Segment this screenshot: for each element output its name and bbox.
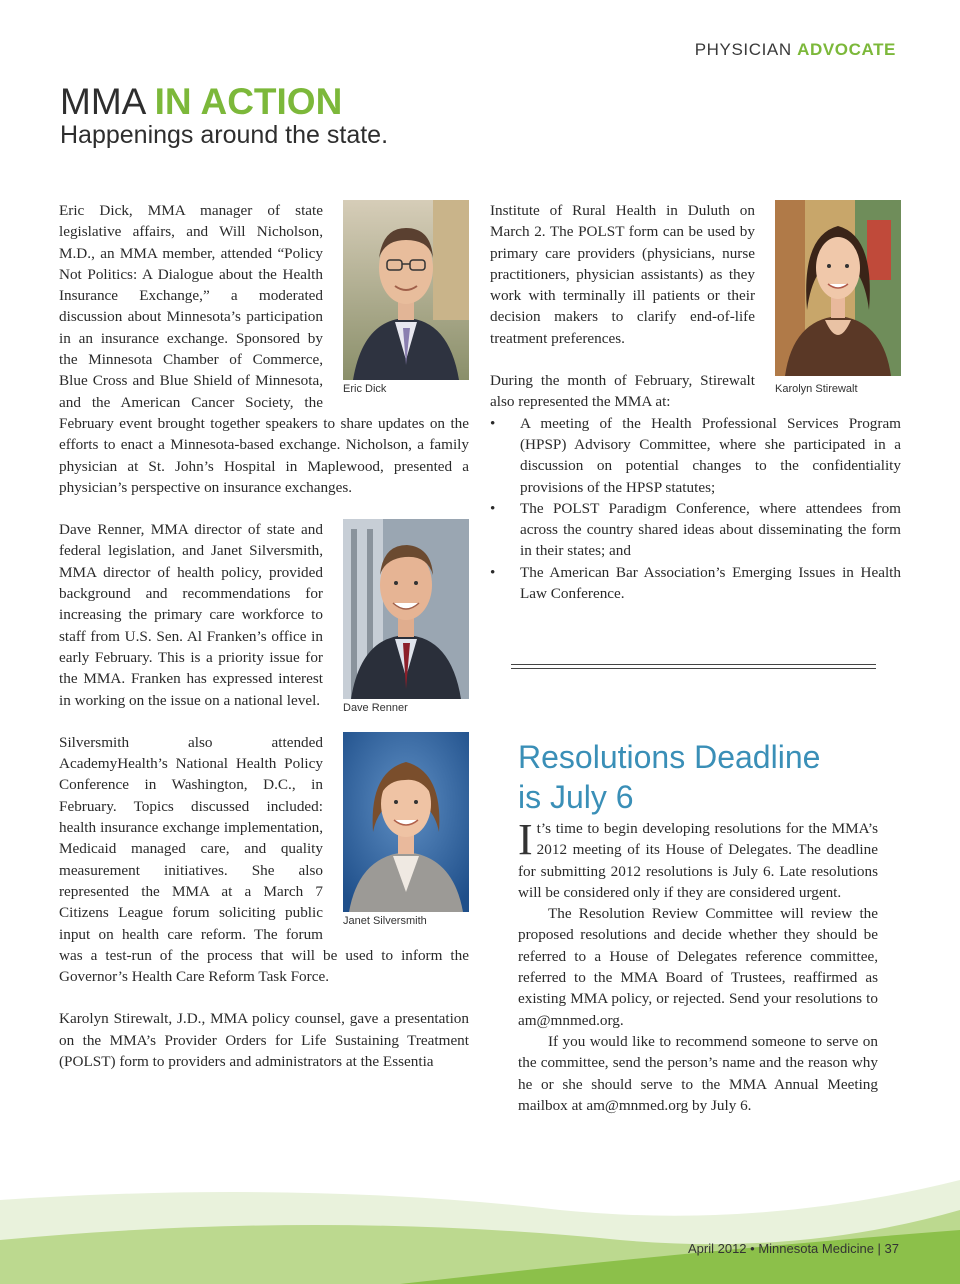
- section-label-accent: ADVOCATE: [797, 40, 896, 59]
- section-header: [695, 40, 896, 60]
- paragraph: During the month of February, Stirewalt also represented the MMA at:: [490, 372, 755, 411]
- photo-eric-dick: [343, 200, 469, 396]
- portrait-image: [343, 732, 469, 912]
- paragraph: Karolyn Stirewalt, J.D., MMA policy counsel, gave a presentation on the MMA’s Provider Orders for Life Sustaining Treatment (POLST) form to providers and administrators at the Essentia: [59, 1010, 469, 1070]
- photo-caption: Eric Dick: [343, 383, 387, 395]
- bullet-list: [490, 413, 901, 605]
- page-footer: April 2012 • Minnesota Medicine | 37: [688, 1241, 899, 1256]
- portrait-image: [775, 200, 901, 376]
- photo-janet-silversmith: [343, 732, 469, 928]
- photo-caption: Dave Renner: [343, 702, 408, 715]
- paragraph: Dave Renner, MMA director of state and federal legislation, and Janet Silversmith, MMA director of health policy, provided background and recommendations for increasing the primary care workforce to staff from U.S. Sen. Al Franken’s office in early February. This is a priority issue for the MMA. Franken has expressed interest in working on the issue on a national level.: [59, 521, 323, 709]
- resolutions-heading-line1: Resolutions Deadline: [518, 739, 821, 775]
- portrait-image: [343, 200, 469, 380]
- page-subtitle: Happenings around the state.: [60, 121, 389, 149]
- photo-dave-renner: [343, 519, 469, 715]
- list-item: • The POLST Paradigm Conference, where attendees from across the country shared ideas about disseminating the form in their states; and: [490, 498, 901, 562]
- photo-caption: Karolyn Stirewalt: [775, 383, 858, 395]
- paragraph: If you would like to recommend someone to serve on the committee, send the person’s name and the reason why he or she should serve to the MMA Annual Meeting mailbox at am@mnmed.org by July 6.: [518, 1032, 878, 1114]
- paragraph: Eric Dick, MMA manager of state legislative affairs, and Will Nicholson, M.D., an MMA member, attended “Policy Not Politics: A Dialogue about the Health Insurance Exchange,” a moderated discussion about Minnesota’s participation in an insurance exchange. Sponsored by the Minnesota Chamber of Commerce, Blue Cross and Blue Shield of Minnesota, and the American Cancer Society, the February event brought together speakers to share updates on the efforts to enact a Minnesota-based exchange. Nicholson, a family physician at St. John’s Hospital in Maplewood, presented a physician’s perspective on insurance exchanges.: [59, 202, 469, 496]
- paragraph: t’s time to begin developing resolutions for the MMA’s 2012 meeting of its House of Delegates. The deadline for submitting 2012 resolutions is July 6. Late resolutions will be considered only if they are considered urgent.: [518, 820, 878, 901]
- footer-wave: [0, 1180, 960, 1284]
- divider-rule: [511, 664, 876, 669]
- drop-cap: I: [518, 815, 533, 864]
- list-item: • The American Bar Association’s Emerging Issues in Health Law Conference.: [490, 562, 901, 605]
- page-title-plain: MMA: [60, 81, 145, 122]
- resolutions-heading: [518, 737, 820, 817]
- paragraph: Institute of Rural Health in Duluth on March 2. The POLST form can be used by primary care providers (physicians, nurse practitioners, physician assistants) as they work with terminally ill patients or their decision makers to clarify end-of-life treatment preferences.: [490, 202, 755, 347]
- resolutions-heading-line2: is July 6: [518, 779, 634, 815]
- paragraph: Silversmith also attended AcademyHealth’s National Health Policy Conference in Washington, D.C., in February. Topics discussed included: health insurance exchange implementation, Medicaid managed care, and quality measurement initiatives. She also represented the MMA at a March 7 Citizens League forum soliciting public input on health care reform. The forum was a test-run of the process that will be used to inform the Governor’s Health Care Reform Task Force.: [59, 733, 469, 986]
- photo-caption: Janet Silversmith: [343, 914, 427, 927]
- list-item: • A meeting of the Health Professional Services Program (HPSP) Advisory Committee, where she participated in a discussion on potential changes to the confidentiality provisions of the HPSP statutes;: [490, 413, 901, 498]
- page-title: [60, 82, 342, 122]
- resolutions-body: [518, 815, 878, 1116]
- photo-karolyn-stirewalt: [775, 200, 901, 396]
- section-label: PHYSICIAN: [694, 40, 792, 59]
- paragraph: The Resolution Review Committee will review the proposed resolutions and decide whether they should be referred to a House of Delegates reference committee, referred to the MMA Board of Trustees, reaffirmed as existing MMA policy, or rejected. Send your resolutions to am@mnmed.org.: [518, 905, 878, 1029]
- left-column: [59, 200, 469, 1072]
- right-column: [490, 200, 901, 604]
- page-title-accent: IN ACTION: [154, 81, 343, 122]
- portrait-image: [343, 519, 469, 699]
